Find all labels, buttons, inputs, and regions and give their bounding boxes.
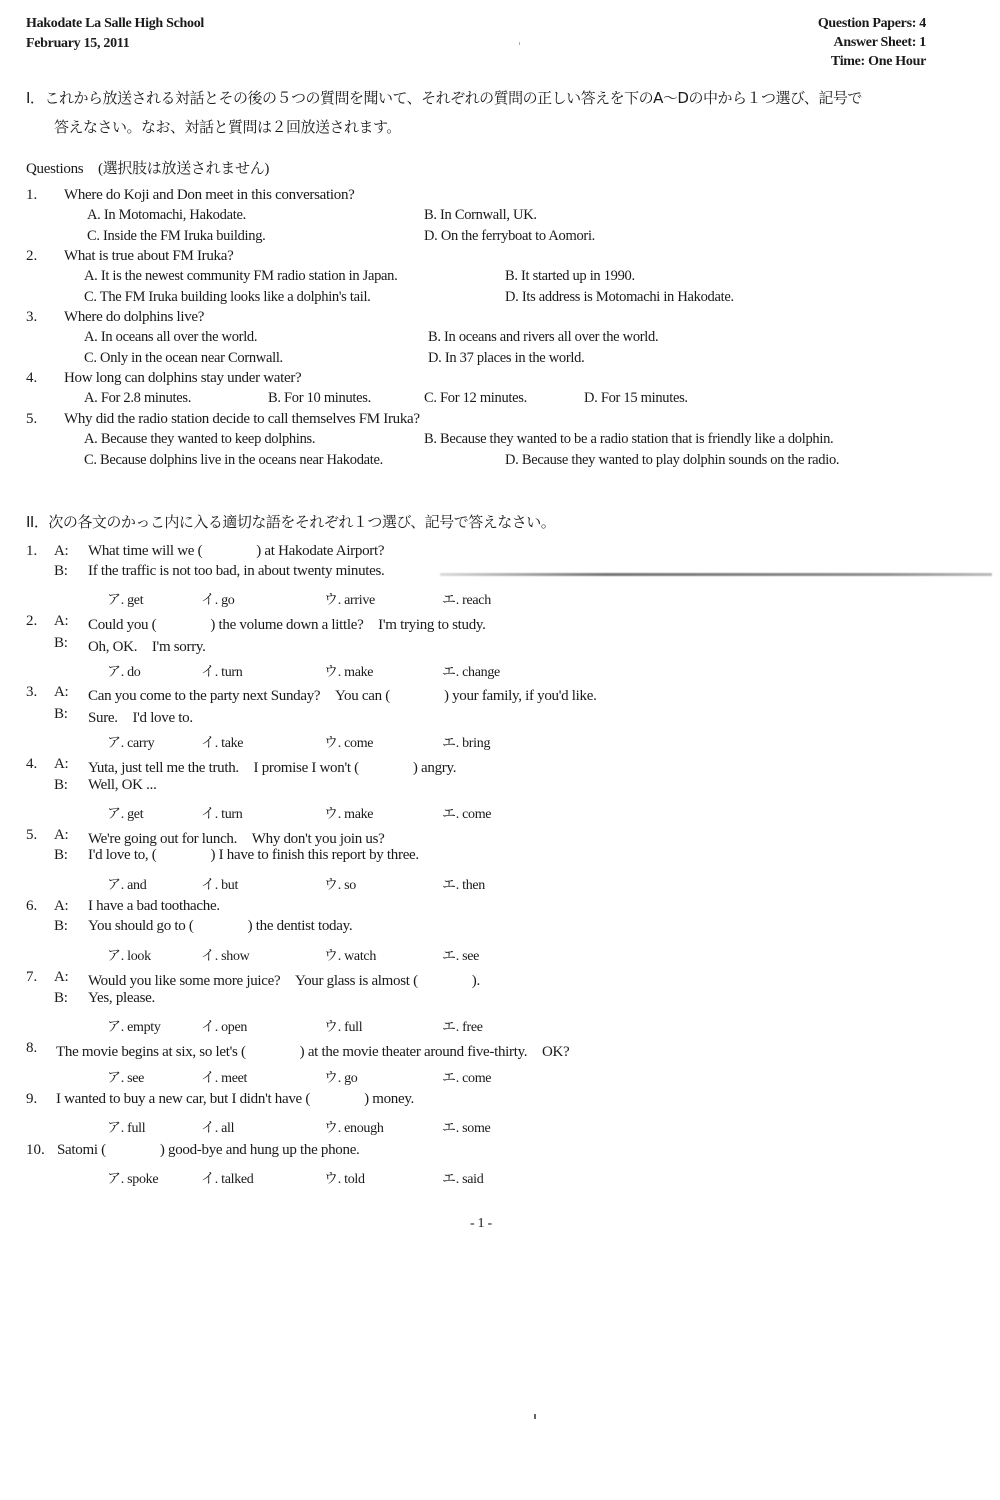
choice-u: ウ. told <box>324 1172 365 1187</box>
choice-e: エ. some <box>442 1121 491 1136</box>
item-number: 9. <box>26 1091 38 1107</box>
option-d: D. Its address is Motomachi in Hakodate. <box>505 289 734 305</box>
choice-u: ウ. enough <box>324 1121 384 1136</box>
question-text: What is true about FM Iruka? <box>64 248 234 264</box>
choice-u: ウ. make <box>324 665 374 680</box>
option-d: D. On the ferryboat to Aomori. <box>424 228 596 244</box>
page-number: - 1 - <box>470 1216 492 1231</box>
question-number: 2. <box>26 248 38 264</box>
speaker-b-line: Oh, OK. I'm sorry. <box>88 639 206 655</box>
choice-e: エ. change <box>442 665 500 680</box>
option-d: D. For 15 minutes. <box>584 390 688 406</box>
speaker-b-label: B: <box>54 918 68 934</box>
item-number: 7. <box>26 969 38 985</box>
option-a: A. In oceans all over the world. <box>84 329 258 345</box>
choice-i: イ. turn <box>201 807 243 822</box>
question-papers-count: Question Papers: 4 <box>817 16 926 31</box>
option-d: D. Because they wanted to play dolphin sounds on the radio. <box>505 452 840 468</box>
choice-i: イ. show <box>201 949 250 964</box>
item-number: 4. <box>26 756 38 772</box>
choice-u: ウ. make <box>324 807 374 822</box>
item-sentence: Satomi ( ) good-bye and hung up the phone. <box>57 1142 360 1158</box>
choice-a: ア. get <box>107 807 144 822</box>
question-number: 3. <box>26 309 38 325</box>
section1-instruction <box>26 87 862 108</box>
choice-u: ウ. watch <box>324 949 377 964</box>
choice-a: ア. carry <box>107 736 155 751</box>
speaker-a-label: A: <box>54 827 69 843</box>
choice-i: イ. talked <box>201 1172 254 1187</box>
choice-e: エ. see <box>442 949 480 964</box>
speaker-a-line: What time will we ( ) at Hakodate Airport? <box>88 543 385 559</box>
speaker-b-line: You should go to ( ) the dentist today. <box>88 918 353 934</box>
section2-instruction: II．次の各文のかっこ内に入る適切な語をそれぞれ１つ選び、記号で答えなさい。 <box>26 513 556 531</box>
item-sentence: I wanted to buy a new car, but I didn't have ( ) money. <box>56 1091 415 1107</box>
choice-i: イ. go <box>201 593 235 608</box>
choice-u: ウ. arrive <box>324 593 375 608</box>
question-text: Where do dolphins live? <box>64 309 205 325</box>
choice-a: ア. full <box>107 1121 146 1136</box>
choice-e: エ. come <box>442 1071 492 1086</box>
option-d: D. In 37 places in the world. <box>428 350 585 366</box>
question-text: Why did the radio station decide to call themselves FM Iruka? <box>64 411 420 427</box>
choice-a: ア. and <box>107 878 147 893</box>
scan-speck <box>519 42 520 45</box>
speaker-b-line: I'd love to, ( ) I have to finish this report by three. <box>88 847 419 863</box>
speaker-a-label: A: <box>54 898 69 914</box>
school-name: Hakodate La Salle High School <box>26 16 204 31</box>
section1-number: I． <box>26 89 45 107</box>
scan-smudge <box>440 573 992 576</box>
option-b: B. Because they wanted to be a radio station that is friendly like a dolphin. <box>424 431 834 447</box>
item-number: 6. <box>26 898 38 914</box>
choice-u: ウ. so <box>324 878 356 893</box>
item-sentence: The movie begins at six, so let's ( ) at the movie theater around five-thirty. OK? <box>56 1044 570 1060</box>
speaker-a-line: Yuta, just tell me the truth. I promise I won't ( ) angry. <box>88 760 457 776</box>
choice-i: イ. all <box>201 1121 235 1136</box>
speaker-a-line: We're going out for lunch. Why don't you join us? <box>88 831 385 847</box>
choice-a: ア. see <box>107 1071 145 1086</box>
section1-instruction-line1: これから放送される対話とその後の５つの質問を聞いて、それぞれの質問の正しい答えを下のA～Dの中から１つ選び、記号で <box>44 89 862 107</box>
choice-a: ア. empty <box>107 1020 161 1035</box>
exam-date: February 15, 2011 <box>26 36 130 51</box>
speaker-a-line: Could you ( ) the volume down a little? I'm trying to study. <box>88 617 486 633</box>
choice-e: エ. said <box>442 1172 484 1187</box>
item-number: 5. <box>26 827 38 843</box>
choice-e: エ. then <box>442 878 486 893</box>
speaker-b-label: B: <box>54 847 68 863</box>
choice-a: ア. look <box>107 949 151 964</box>
speaker-b-label: B: <box>54 563 68 579</box>
question-text: Where do Koji and Don meet in this conversation? <box>64 187 355 203</box>
speaker-b-line: Sure. I'd love to. <box>88 710 193 726</box>
item-number: 8. <box>26 1040 38 1056</box>
speaker-a-label: A: <box>54 969 69 985</box>
speaker-a-label: A: <box>54 613 69 629</box>
option-b: B. It started up in 1990. <box>505 268 635 284</box>
item-number: 3. <box>26 684 38 700</box>
option-c: C. The FM Iruka building looks like a dolphin's tail. <box>84 289 371 305</box>
scan-speck <box>534 1414 536 1419</box>
choice-i: イ. but <box>201 878 239 893</box>
speaker-a-line: Can you come to the party next Sunday? You can ( ) your family, if you'd like. <box>88 688 597 704</box>
option-c: C. Inside the FM Iruka building. <box>87 228 266 244</box>
speaker-b-label: B: <box>54 635 68 651</box>
choice-u: ウ. come <box>324 736 374 751</box>
item-number: 2. <box>26 613 38 629</box>
option-c: C. For 12 minutes. <box>424 390 527 406</box>
choice-i: イ. take <box>201 736 244 751</box>
question-number: 4. <box>26 370 38 386</box>
choice-i: イ. turn <box>201 665 243 680</box>
choice-u: ウ. go <box>324 1071 358 1086</box>
exam-time: Time: One Hour <box>830 54 926 69</box>
choice-u: ウ. full <box>324 1020 363 1035</box>
choice-a: ア. spoke <box>107 1172 159 1187</box>
option-a: A. In Motomachi, Hakodate. <box>87 207 246 223</box>
option-b: B. For 10 minutes. <box>268 390 371 406</box>
speaker-b-label: B: <box>54 777 68 793</box>
option-a: A. It is the newest community FM radio station in Japan. <box>84 268 398 284</box>
speaker-a-label: A: <box>54 543 69 559</box>
section1-instruction-line2: 答えなさい。なお、対話と質問は２回放送されます。 <box>54 118 401 136</box>
option-a: A. Because they wanted to keep dolphins. <box>84 431 316 447</box>
question-number: 5. <box>26 411 38 427</box>
option-c: C. Only in the ocean near Cornwall. <box>84 350 283 366</box>
speaker-b-line: Yes, please. <box>88 990 155 1006</box>
option-b: B. In Cornwall, UK. <box>424 207 537 223</box>
question-text: How long can dolphins stay under water? <box>64 370 302 386</box>
choice-i: イ. open <box>201 1020 248 1035</box>
speaker-b-label: B: <box>54 990 68 1006</box>
speaker-b-line: Well, OK ... <box>88 777 157 793</box>
choice-a: ア. do <box>107 665 141 680</box>
choice-e: エ. free <box>442 1020 483 1035</box>
speaker-b-label: B: <box>54 706 68 722</box>
speaker-b-line: If the traffic is not too bad, in about twenty minutes. <box>88 563 385 579</box>
speaker-a-label: A: <box>54 756 69 772</box>
item-number: 1. <box>26 543 38 559</box>
speaker-a-label: A: <box>54 684 69 700</box>
choice-e: エ. reach <box>442 593 491 608</box>
choice-a: ア. get <box>107 593 144 608</box>
choice-i: イ. meet <box>201 1071 248 1086</box>
option-b: B. In oceans and rivers all over the world. <box>428 329 659 345</box>
answer-sheet-count: Answer Sheet: 1 <box>833 35 926 50</box>
choice-e: エ. bring <box>442 736 491 751</box>
option-a: A. For 2.8 minutes. <box>84 390 192 406</box>
question-number: 1. <box>26 187 38 203</box>
speaker-a-line: Would you like some more juice? Your glass is almost ( ). <box>88 973 480 989</box>
speaker-a-line: I have a bad toothache. <box>88 898 220 914</box>
item-number: 10. <box>26 1142 45 1158</box>
option-c: C. Because dolphins live in the oceans near Hakodate. <box>84 452 383 468</box>
questions-heading: Questions (選択肢は放送されません) <box>26 161 270 177</box>
choice-e: エ. come <box>442 807 492 822</box>
